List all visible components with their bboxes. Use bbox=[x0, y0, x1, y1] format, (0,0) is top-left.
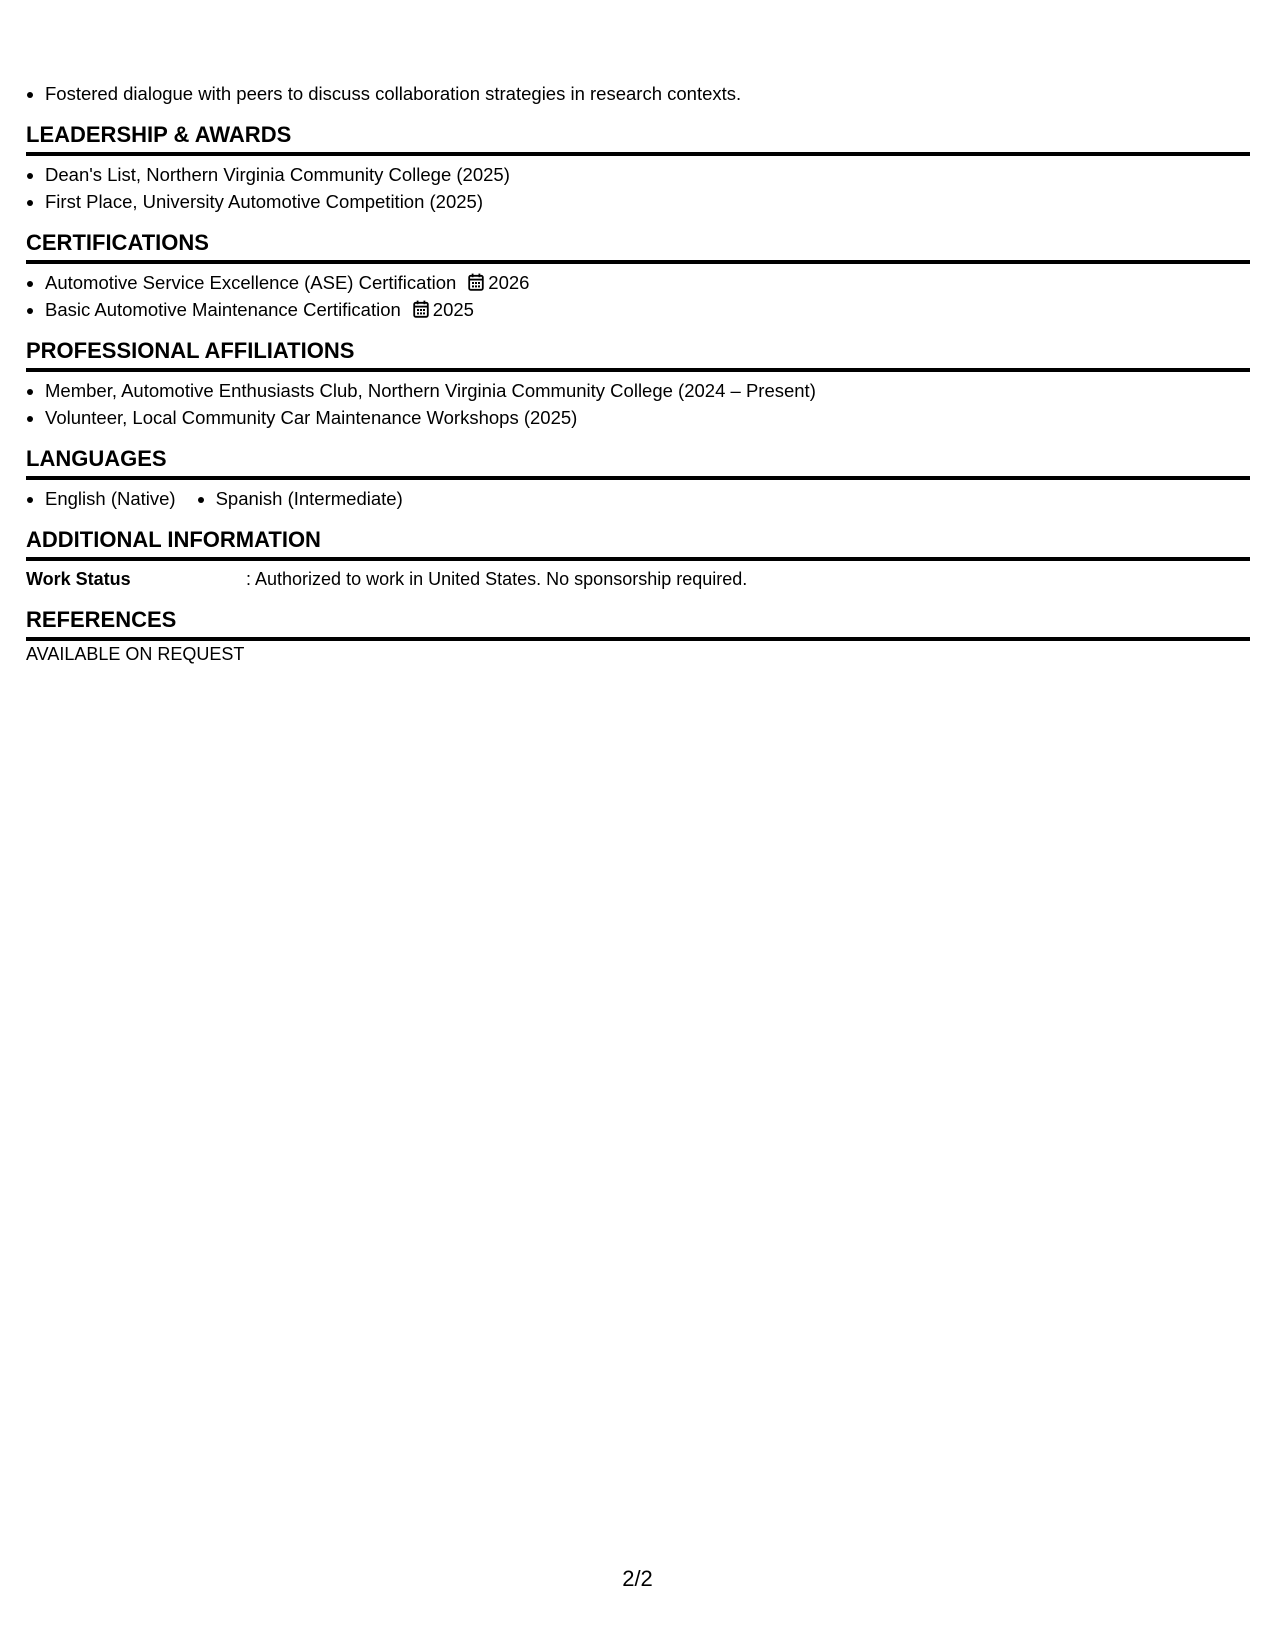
section-title: ADDITIONAL INFORMATION bbox=[26, 526, 1250, 561]
info-label: Work Status bbox=[26, 569, 131, 589]
list-item: • English (Native) bbox=[45, 485, 176, 512]
section-title: REFERENCES bbox=[26, 606, 1250, 641]
list-item: • Spanish (Intermediate) bbox=[216, 485, 403, 512]
list-item bbox=[45, 269, 1250, 296]
certification-name: Basic Automotive Maintenance Certification bbox=[45, 299, 401, 320]
section-references bbox=[26, 606, 1250, 667]
page-number: 2/2 bbox=[622, 1566, 653, 1591]
certification-year: 2025 bbox=[432, 299, 474, 320]
list-item: • Fostered dialogue with peers to discuss collaboration strategies in research contexts. bbox=[45, 80, 1250, 107]
section-languages bbox=[26, 445, 1250, 512]
list-item: • Volunteer, Local Community Car Maintenance Workshops (2025) bbox=[45, 404, 1250, 431]
certification-name: Automotive Service Excellence (ASE) Certification bbox=[45, 272, 457, 293]
calendar-icon bbox=[413, 300, 429, 318]
list-item: • Dean's List, Northern Virginia Community College (2025) bbox=[45, 161, 1250, 188]
certifications-list bbox=[26, 269, 1250, 323]
info-value: : Authorized to work in United States. No sponsorship required. bbox=[246, 569, 748, 589]
affiliations-list bbox=[26, 377, 1250, 431]
leadership-list bbox=[26, 161, 1250, 215]
list-item: • Member, Automotive Enthusiasts Club, Northern Virginia Community College (2024 – Present) bbox=[45, 377, 1250, 404]
section-leadership-awards bbox=[26, 121, 1250, 215]
list-item bbox=[45, 296, 1250, 323]
section-professional-affiliations bbox=[26, 337, 1250, 431]
info-row-work-status bbox=[26, 566, 1250, 592]
list-item: • First Place, University Automotive Competition (2025) bbox=[45, 188, 1250, 215]
section-title: PROFESSIONAL AFFILIATIONS bbox=[26, 337, 1250, 372]
resume-page bbox=[26, 0, 1250, 667]
section-title: CERTIFICATIONS bbox=[26, 229, 1250, 264]
section-title: LEADERSHIP & AWARDS bbox=[26, 121, 1250, 156]
section-title: LANGUAGES bbox=[26, 445, 1250, 480]
languages-list bbox=[26, 485, 1250, 512]
experience-bullet-list bbox=[26, 80, 1250, 107]
certification-year: 2026 bbox=[488, 272, 530, 293]
section-additional-information bbox=[26, 526, 1250, 592]
references-text: AVAILABLE ON REQUEST bbox=[26, 644, 245, 664]
section-certifications bbox=[26, 229, 1250, 323]
calendar-icon bbox=[468, 273, 484, 291]
